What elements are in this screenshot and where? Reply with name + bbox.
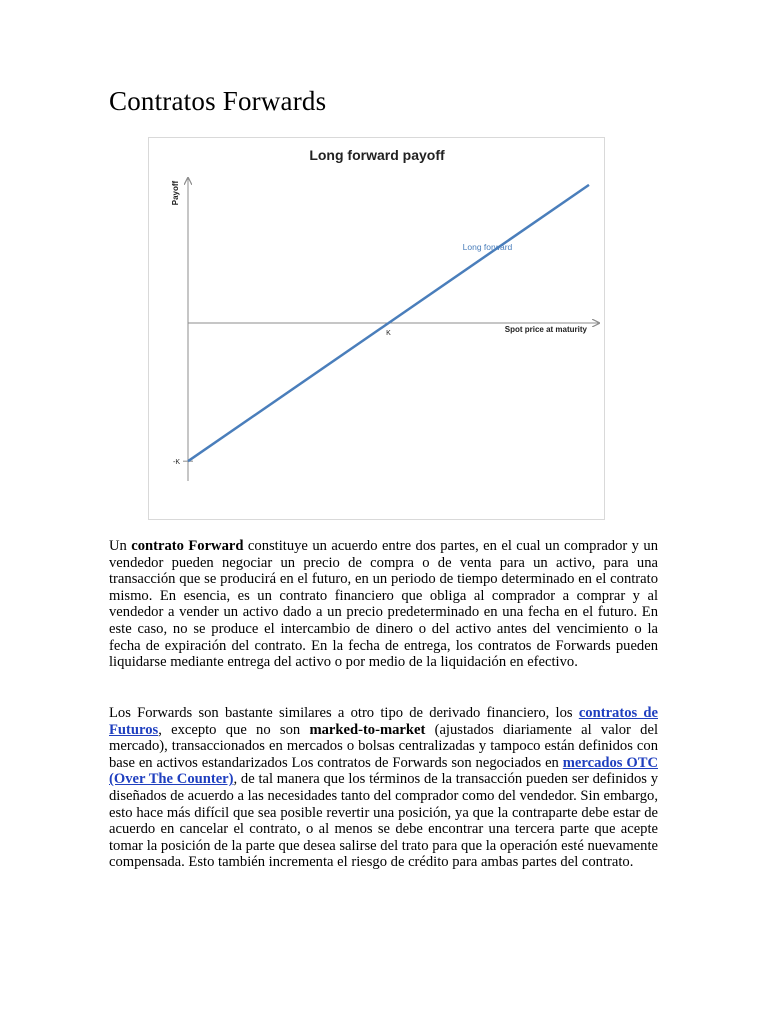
- paragraph-comparison: [109, 705, 658, 871]
- chart-container: [148, 137, 605, 520]
- text-span: , excepto que no son: [158, 721, 310, 738]
- bold-term-contrato-forward: contrato Forward: [131, 538, 244, 554]
- text-span: Los Forwards son bastante similares a otro tipo de derivado financiero, los: [109, 705, 579, 721]
- y-axis-label: Payoff: [171, 180, 180, 206]
- page-title: Contratos Forwards: [109, 86, 327, 116]
- chart-title: Long forward payoff: [309, 147, 445, 163]
- x-tick-label-k: K: [386, 330, 391, 338]
- link-mercados-otc[interactable]: mercados OTC (Over The Counter): [109, 754, 658, 788]
- bold-term-marked-to-market: marked-to-market: [309, 721, 426, 738]
- payoff-chart: [149, 138, 604, 519]
- paragraph-definition: [109, 538, 658, 671]
- text-span: constituye un acuerdo entre dos partes, en el cual un comprador y un vendedor pueden negociar un precio de compra o de venta para un activo, para una transacción que se producirá en el futuro, en un periodo de tiempo determinado en el contrato mismo. En esencia, es un contrato financiero que obliga al comprador a comprar y al vendedor a vender un activo dado a un precio predeterminado en una fecha en el futuro. En este caso, no se produce el intercambio de dinero o del activo antes del vencimiento o la fecha de expiración del contrato. En la fecha de entrega, los contratos de Forwards pueden liquidarse mediante entrega del activo o por medio de la liquidación en efectivo.: [109, 538, 658, 671]
- link-contratos-futuros[interactable]: contratos de Futuros: [109, 705, 658, 738]
- text-span: (ajustados diariamente al valor del mercado), transaccionados en mercados o bolsas centralizadas y tampoco están definidos con base en activos estandarizados Los contratos de Forwards son negociados en: [109, 721, 658, 771]
- x-axis-label: Spot price at maturity: [504, 325, 587, 335]
- text-span: , de tal manera que los términos de la transacción pueden ser definidos y diseñados de acuerdo a las necesidades tanto del comprador como del vendedor. Sin embargo, esto hace más difícil que sea posible revertir una posición, ya que la contraparte debe estar de acuerdo en cancelar el contrato, o al menos se debe encontrar una tercera parte que acepte tomar la posición de la parte que desea salirse del trato para que la operación esté nuevamente compensada. Esto también incrementa el riesgo de crédito para ambas partes del contrato.: [109, 771, 659, 871]
- y-tick-label-minus-k: -K: [173, 459, 180, 467]
- series-label-long-forward: Long forward: [462, 241, 513, 252]
- text-span: Un: [109, 538, 132, 554]
